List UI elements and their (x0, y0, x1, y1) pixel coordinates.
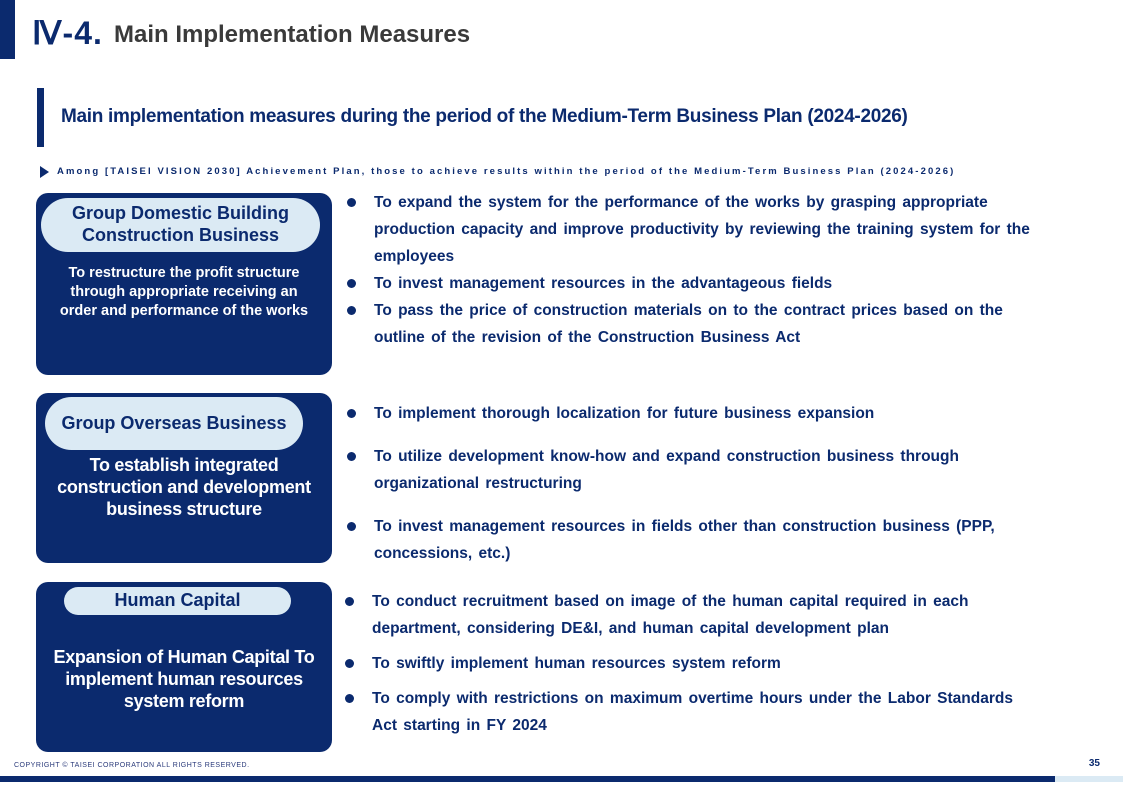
bullet-list-domestic (345, 189, 1040, 351)
subheader-title: Main implementation measures during the period of the Medium-Term Business Plan (2024-2026) (61, 106, 908, 127)
header-accent-bar (0, 0, 15, 59)
bullet-list-overseas (345, 400, 1025, 567)
section-description-human-capital: Expansion of Human Capital To implement human resources system reform (53, 647, 315, 711)
list-item: To conduct recruitment based on image of the human capital required in each department, considering DE&I, and human capital development plan (343, 588, 1028, 642)
list-item: To utilize development know-how and expand construction business through organizational restructuring (345, 443, 1025, 497)
bullet-list-human-capital (343, 588, 1028, 739)
section-box-domestic (36, 193, 332, 375)
section-description-overseas: To establish integrated construction and development business structure (57, 455, 311, 519)
section-label-human-capital: Human Capital (64, 587, 291, 615)
section-number: Ⅳ-4. (32, 15, 103, 51)
section-label-overseas: Group Overseas Business (45, 397, 303, 450)
list-item: To implement thorough localization for future business expansion (345, 400, 1025, 427)
section-box-overseas (36, 393, 332, 563)
footer-rule (0, 776, 1055, 782)
list-item: To pass the price of construction materials on to the contract prices based on the outline of the revision of the Construction Business Act (345, 297, 1040, 351)
copyright-text: COPYRIGHT © TAISEI CORPORATION ALL RIGHTS RESERVED. (14, 762, 250, 769)
list-item: To invest management resources in fields other than construction business (PPP, concessions, etc.) (345, 513, 1025, 567)
section-box-human-capital (36, 582, 332, 752)
section-label-domestic: Group Domestic Building Construction Business (41, 198, 320, 252)
footer-rule-light (1055, 776, 1123, 782)
list-item: To swiftly implement human resources system reform (343, 650, 1028, 677)
scope-note: Among [TAISEI VISION 2030] Achievement Plan, those to achieve results within the period of the Medium-Term Business Plan (2024-2026) (57, 166, 956, 177)
play-triangle-icon (40, 166, 49, 178)
page-title: Main Implementation Measures (114, 21, 471, 48)
page-number: 35 (1088, 758, 1100, 769)
list-item: To invest management resources in the advantageous fields (345, 270, 1040, 297)
list-item: To comply with restrictions on maximum overtime hours under the Labor Standards Act starting in FY 2024 (343, 685, 1028, 739)
section-description-domestic: To restructure the profit structure through appropriate receiving an order and performance of the works (59, 265, 309, 319)
subheader-accent-bar (37, 88, 44, 147)
list-item: To expand the system for the performance of the works by grasping appropriate production capacity and improve productivity by reviewing the training system for the employees (345, 189, 1040, 270)
